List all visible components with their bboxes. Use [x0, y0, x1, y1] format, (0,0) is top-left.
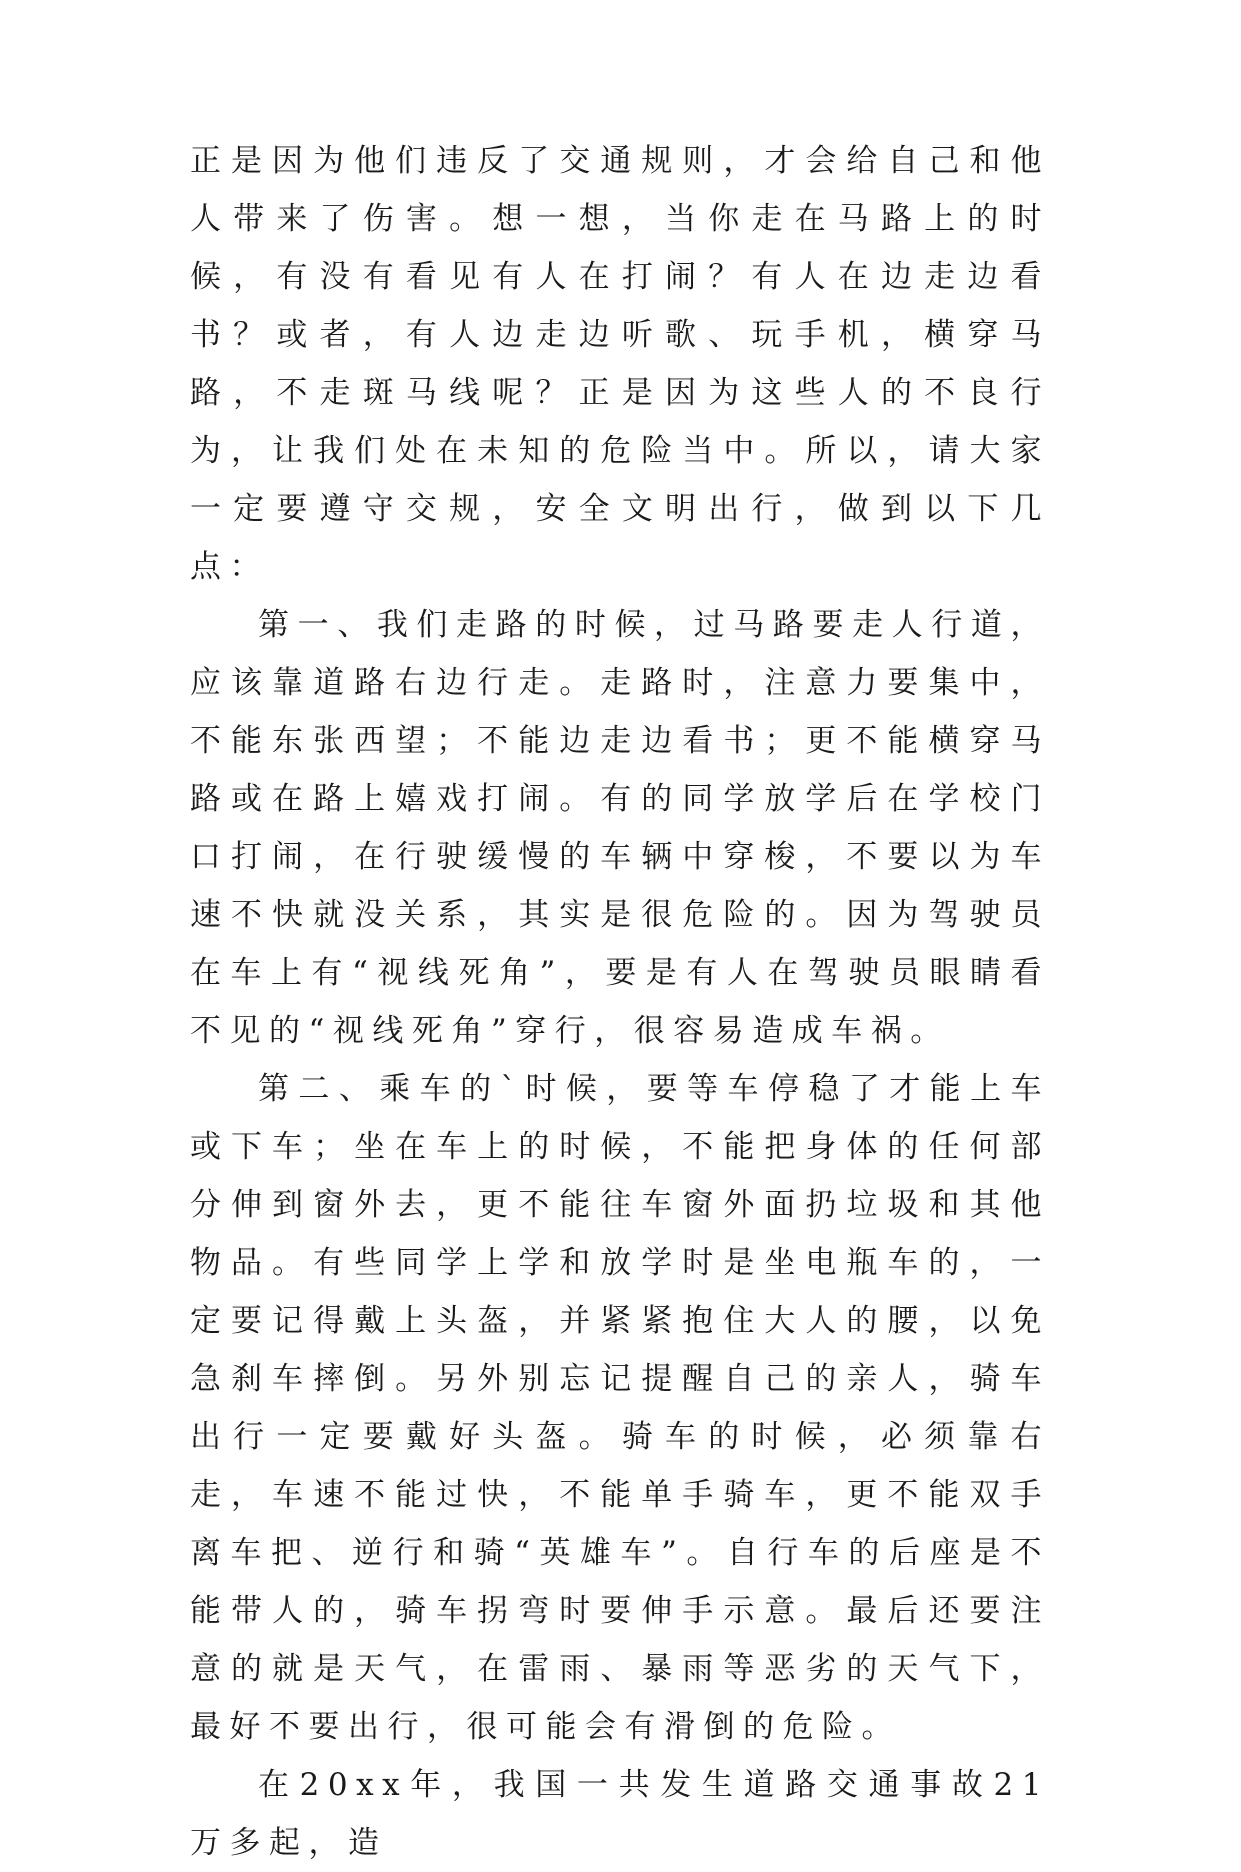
paragraph-continuation: 正是因为他们违反了交通规则，才会给自己和他人带来了伤害。想一想，当你走在马路上的时候，有没有看见有人在打闹？有人在边走边看书？或者，有人边走边听歌、玩手机，横穿马路，不走斑马线呢？正是因为这些人的不良行为，让我们处在未知的危险当中。所以，请大家一定要遵守交规，安全文明出行，做到以下几点：	[190, 143, 1050, 585]
document-body	[190, 132, 1050, 1872]
paragraph-walking-safety: 第一、我们走路的时候，过马路要走人行道，应该靠道路右边行走。走路时，注意力要集中，不能东张西望；不能边走边看书；更不能横穿马路或在路上嬉戏打闹。有的同学放学后在学校门口打闹，在行驶缓慢的车辆中穿梭，不要以为车速不快就没关系，其实是很危险的。因为驾驶员在车上有“视线死角”，要是有人在驾驶员眼睛看不见的“视线死角”穿行，很容易造成车祸。	[190, 607, 1050, 1049]
paragraph-riding-safety: 第二、乘车的`时候，要等车停稳了才能上车或下车；坐在车上的时候，不能把身体的任何部分伸到窗外去，更不能往车窗外面扔垃圾和其他物品。有些同学上学和放学时是坐电瓶车的，一定要记得戴上头盔，并紧紧抱住大人的腰，以免急刹车摔倒。另外别忘记提醒自己的亲人，骑车出行一定要戴好头盔。骑车的时候，必须靠右走，车速不能过快，不能单手骑车，更不能双手离车把、逆行和骑“英雄车”。自行车的后座是不能带人的，骑车拐弯时要伸手示意。最后还要注意的就是天气，在雷雨、暴雨等恶劣的天气下，最好不要出行，很可能会有滑倒的危险。	[190, 1071, 1050, 1745]
paragraph-accident-statistics: 在20xx年，我国一共发生道路交通事故21万多起，造	[190, 1767, 1050, 1861]
